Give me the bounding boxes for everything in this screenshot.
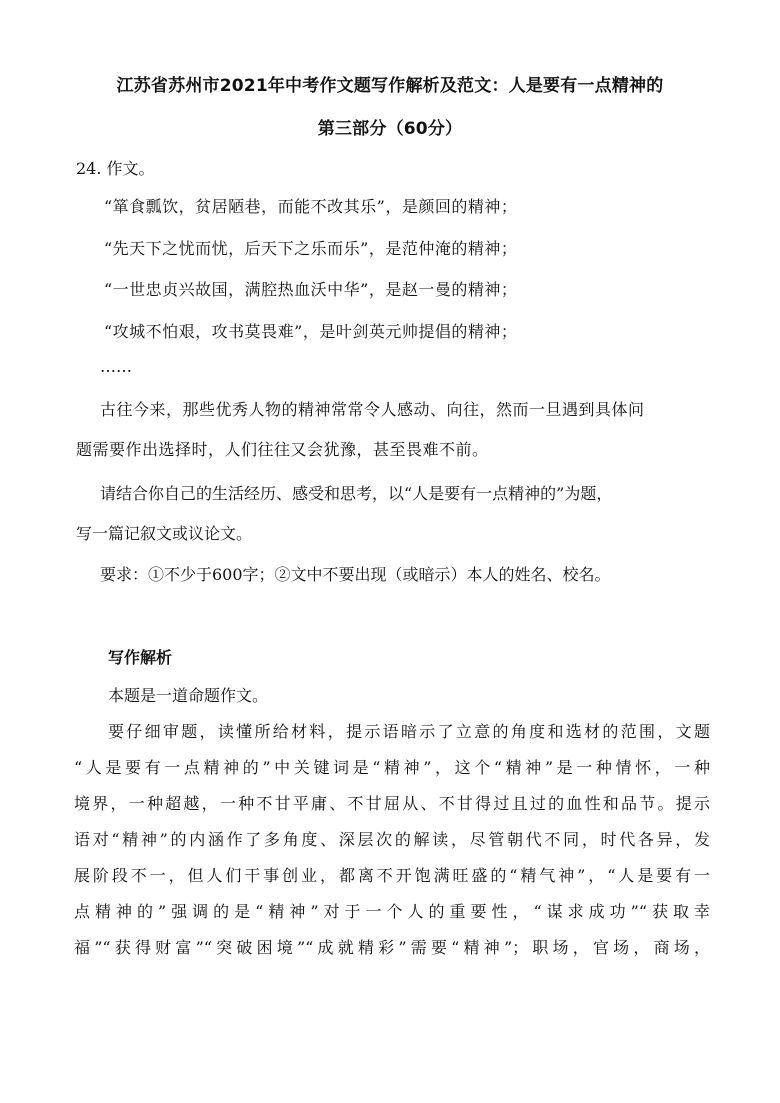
- requirement-text: 要求：①不少于600字；②文中不要出现（或暗示）本人的姓名、校名。: [100, 565, 611, 584]
- quote-line: “先天下之忧而忧，后天下之乐而乐”，是范仲淹的精神；: [104, 239, 518, 258]
- analysis-intro: 本题是一道命题作文。: [108, 686, 269, 705]
- section-heading: 第三部分（60分）: [317, 119, 463, 139]
- question-number: 24. 作文。: [76, 159, 155, 178]
- material-text: 题需要作出选择时，人们往往又会犹豫，甚至畏难不前。: [76, 440, 489, 459]
- prompt-text: 请结合你自己的生活经历、感受和思考，以“人是要有一点精神的”为题，: [100, 484, 613, 503]
- analysis-heading: 写作解析: [108, 648, 173, 667]
- analysis-line: 语对“精神”的内涵作了多角度、深层次的解读，尽管朝代不同，时代各异，发: [74, 830, 710, 849]
- document-title: 江苏省苏州市2021年中考作文题写作解析及范文：人是要有一点精神的: [116, 76, 664, 96]
- analysis-line: 福”“获得财富”“突破困境”“成就精彩”需要“精神”；职场，官场，商场，: [74, 938, 710, 957]
- ellipsis: ……: [100, 357, 132, 376]
- analysis-line: 要仔细审题，读懂所给材料，提示语暗示了立意的角度和选材的范围，文题: [108, 722, 710, 741]
- material-text: 古往今来，那些优秀人物的精神常常令人感动、向往，然而一旦遇到具体问: [100, 400, 645, 419]
- quote-line: “攻城不怕艰，攻书莫畏难”，是叶剑英元帅提倡的精神；: [104, 322, 518, 341]
- analysis-line: 境界，一种超越，一种不甘平庸、不甘屈从、不甘得过且过的血性和品节。提示: [74, 794, 710, 813]
- analysis-line: 展阶段不一，但人们干事创业，都离不开饱满旺盛的“精气神”，“人是要有一: [74, 866, 710, 885]
- analysis-line: 点精神的”强调的是“精神”对于一个人的重要性，“谋求成功”“获取幸: [74, 902, 710, 921]
- quote-line: “箪食瓢饮，贫居陋巷，而能不改其乐”，是颜回的精神；: [104, 197, 518, 216]
- quote-line: “一世忠贞兴故国，满腔热血沃中华”，是赵一曼的精神；: [104, 280, 518, 299]
- analysis-line: “人是要有一点精神的”中关键词是“精神”，这个“精神”是一种情怀，一种: [74, 758, 710, 777]
- prompt-text: 写一篇记叙文或议论文。: [76, 524, 253, 543]
- analysis-paragraph: [74, 714, 710, 966]
